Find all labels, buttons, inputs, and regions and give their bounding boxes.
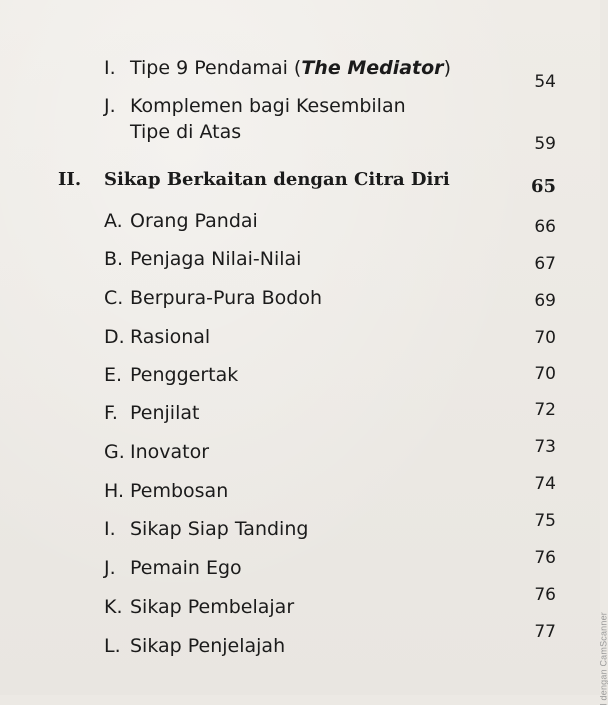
- toc-entry-title: [130, 57, 451, 79]
- toc-entry: [104, 401, 199, 425]
- toc-entry-letter: I.: [104, 518, 116, 540]
- toc-entry-page: 77: [534, 622, 556, 642]
- scanner-watermark: l dengan CamScanner: [598, 612, 608, 705]
- toc-entry-letter: G.: [104, 441, 125, 463]
- toc-entry-page: 54: [534, 72, 556, 92]
- toc-entry-title: Sikap Siap Tanding: [130, 518, 309, 540]
- toc-entry-page: 76: [534, 585, 556, 605]
- toc-entry-page: 70: [534, 364, 556, 384]
- toc-entry-title: Pemain Ego: [130, 557, 242, 579]
- toc-entry-letter: K.: [104, 596, 123, 618]
- toc-entry-title-suffix: ): [443, 57, 451, 79]
- toc-entry: [104, 286, 322, 310]
- toc-entry-page: 69: [534, 291, 556, 311]
- toc-entry: [104, 517, 308, 541]
- toc-entry-title: Pembosan: [130, 480, 229, 502]
- toc-entry-page: 66: [534, 217, 556, 237]
- toc-entry-letter: J.: [104, 95, 116, 117]
- toc-entry-letter: F.: [104, 402, 118, 424]
- toc-entry-letter: E.: [104, 364, 123, 386]
- toc-entry: [104, 479, 228, 503]
- toc-entry-title: Orang Pandai: [130, 210, 258, 232]
- toc-entry-title: Sikap Pembelajar: [130, 596, 295, 618]
- toc-entry-title: Rasional: [130, 326, 211, 348]
- toc-entry: [104, 440, 209, 464]
- toc-entry: [104, 363, 238, 387]
- toc-entry-page: 73: [534, 437, 556, 457]
- toc-entry-title-line1: Komplemen bagi Kesembilan: [130, 95, 406, 117]
- toc-entry-title: Penjilat: [130, 402, 200, 424]
- toc-entry: [104, 556, 242, 580]
- toc-entry-title: Penjaga Nilai-Nilai: [130, 248, 302, 270]
- toc-entry-page: 72: [534, 400, 556, 420]
- toc-entry-letter: J.: [104, 557, 116, 579]
- toc-entry-title-line2: Tipe di Atas: [130, 121, 242, 143]
- toc-entry-page: 76: [534, 548, 556, 568]
- toc-entry-title: Inovator: [130, 441, 210, 463]
- toc-entry-title: Penggertak: [130, 364, 239, 386]
- toc-entry: [104, 247, 301, 271]
- toc-entry-letter: C.: [104, 287, 124, 309]
- toc-entry-page: 67: [534, 254, 556, 274]
- toc-entry-letter: L.: [104, 635, 121, 657]
- toc-entry: [104, 209, 258, 233]
- toc-entry: [104, 595, 294, 619]
- toc-entry-page: 74: [534, 474, 556, 494]
- toc-entry-title-italic: The Mediator: [301, 57, 444, 79]
- toc-entry-letter: I.: [104, 57, 116, 79]
- toc-entry-page: 70: [534, 328, 556, 348]
- toc-section-heading: [58, 168, 450, 192]
- toc-entry-title: Berpura-Pura Bodoh: [130, 287, 322, 309]
- toc-entry-mediator: [104, 56, 451, 80]
- toc-entry-letter: B.: [104, 248, 124, 270]
- toc-entry: [104, 325, 210, 349]
- toc-entry-title-prefix: Tipe 9 Pendamai (: [130, 57, 302, 79]
- toc-entry: [104, 634, 285, 658]
- toc-entry-page: 75: [534, 511, 556, 531]
- toc-entry-complement: [104, 94, 406, 118]
- toc-section-number: II.: [58, 169, 82, 190]
- toc-section-page: 65: [530, 176, 556, 197]
- toc-section-title: Sikap Berkaitan dengan Citra Diri: [104, 169, 450, 190]
- toc-entry-page: 59: [534, 134, 556, 154]
- toc-entry-title: Sikap Penjelajah: [130, 635, 286, 657]
- toc-entry-letter: A.: [104, 210, 123, 232]
- toc-entry-letter: D.: [104, 326, 125, 348]
- toc-entry-letter: H.: [104, 480, 124, 502]
